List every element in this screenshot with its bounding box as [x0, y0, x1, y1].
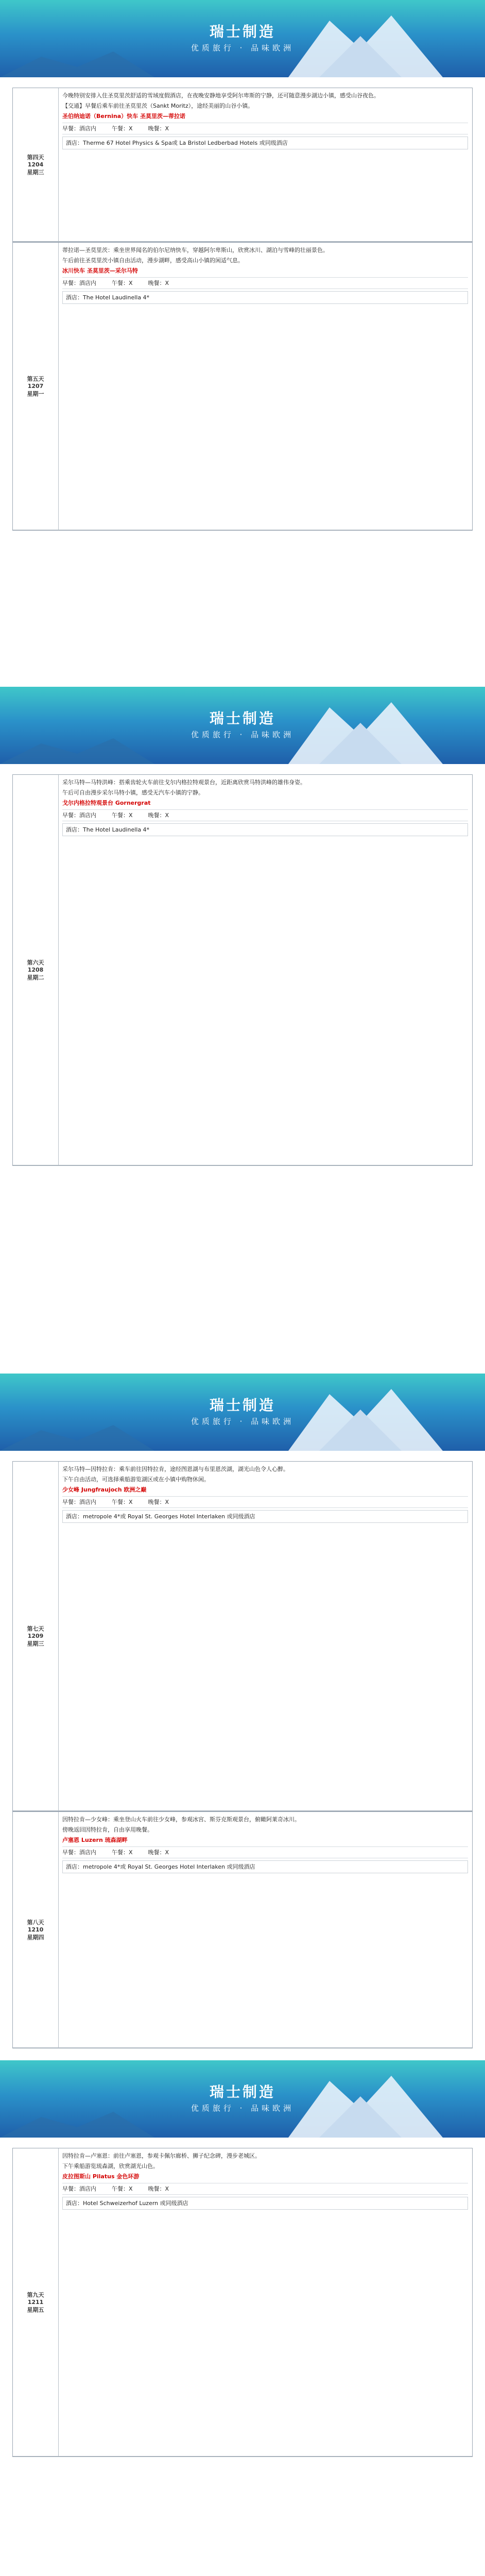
itinerary-table	[12, 242, 473, 531]
meal-bar	[62, 123, 468, 134]
day-label	[13, 2148, 59, 2456]
day-content	[62, 2151, 468, 2212]
day-content	[62, 246, 468, 306]
page-1	[0, 0, 485, 687]
banner-subtitle: 优质旅行 · 品味欧洲	[190, 730, 295, 739]
page-4	[0, 2060, 485, 2576]
page-banner	[0, 2060, 485, 2138]
meal-item: 午餐：X	[112, 812, 133, 819]
day-paragraph: 午后前往圣莫里茨小镇自由活动，漫步湖畔，感受高山小镇的闲适气息。	[62, 257, 244, 264]
meal-item: 晚餐：X	[148, 1849, 169, 1856]
day-row	[13, 88, 472, 242]
meal-item: 午餐：X	[112, 2185, 133, 2192]
day-label-line: 1211	[27, 2299, 44, 2306]
itinerary-table	[12, 774, 473, 1166]
day-label-line: 星期三	[27, 1640, 44, 1647]
day-row	[13, 2148, 472, 2456]
day-paragraph: 【交通】早餐后乘车前往圣莫里茨（Sankt Moritz），途经美丽的山谷小镇。	[62, 103, 254, 109]
meal-item: 午餐：X	[112, 280, 133, 286]
day-paragraph: 采尔马特—马特洪峰：搭乘齿轮火车前往戈尔内格拉特观景台，近距离欣赏马特洪峰的雄伟身姿。	[62, 779, 306, 786]
day-highlight: 卢塞恩 Luzern 琉森湖畔	[62, 1837, 128, 1843]
day-label	[13, 243, 59, 530]
banner-title: 瑞士制造	[209, 2083, 275, 2100]
meal-item: 早餐：酒店内	[62, 812, 96, 819]
day-row	[13, 1462, 472, 1811]
banner-subtitle: 优质旅行 · 品味欧洲	[190, 2104, 295, 2113]
day-label	[13, 1462, 59, 1810]
banner-title: 瑞士制造	[209, 1397, 275, 1414]
day-content	[62, 91, 468, 151]
day-paragraph: 因特拉肯—卢塞恩：前往卢塞恩，参观卡佩尔廊桥、狮子纪念碑，漫步老城区。	[62, 2153, 261, 2159]
day-label	[13, 775, 59, 1165]
day-label-line: 星期一	[27, 391, 44, 397]
day-label-line: 1210	[27, 1926, 44, 1933]
day-row	[13, 1812, 472, 2048]
meal-bar	[62, 1846, 468, 1858]
day-label-line: 第七天	[27, 1625, 44, 1632]
day-label-line: 第九天	[27, 2292, 44, 2298]
meal-item: 早餐：酒店内	[62, 1849, 96, 1856]
day-label-line: 1208	[27, 967, 44, 973]
day-label-line: 第六天	[27, 959, 44, 966]
page-banner	[0, 0, 485, 77]
day-label-line: 星期二	[27, 974, 44, 981]
day-label-line: 第四天	[27, 154, 44, 161]
meal-bar	[62, 809, 468, 821]
day-label	[13, 1812, 59, 2047]
itinerary-table	[12, 88, 473, 242]
day-label-line: 星期四	[27, 1934, 44, 1941]
hotel-info: 酒店：Hotel Schweizerhof Luzern 或同级酒店	[62, 2197, 468, 2210]
page-banner	[0, 1374, 485, 1451]
page-banner	[0, 687, 485, 764]
day-row	[13, 243, 472, 530]
day-label-line: 第八天	[27, 1919, 44, 1926]
day-highlight: 少女峰 Jungfraujoch 欧洲之巅	[62, 1486, 147, 1493]
page-3	[0, 1374, 485, 2060]
day-highlight: 冰川快车 圣莫里茨—采尔马特	[62, 267, 138, 274]
meal-bar	[62, 1496, 468, 1508]
day-content	[62, 1465, 468, 1525]
meal-item: 晚餐：X	[148, 2185, 169, 2192]
itinerary-table	[12, 2148, 473, 2457]
day-label-line: 1209	[27, 1633, 44, 1639]
meal-item: 早餐：酒店内	[62, 1499, 96, 1505]
hotel-info: 酒店：Therme 67 Hotel Physics & Spa或 La Bristol Ledberbad Hotels 或同级酒店	[62, 137, 468, 149]
day-row	[13, 775, 472, 1165]
day-paragraph: 傍晚返回因特拉肯，自由享用晚餐。	[62, 1826, 153, 1833]
meal-item: 午餐：X	[112, 1849, 133, 1856]
itinerary-table	[12, 1461, 473, 1811]
day-paragraph: 因特拉肯—少女峰：乘坐登山火车前往少女峰，参观冰宫、斯芬克斯观景台，俯瞰阿莱奇冰川。	[62, 1816, 300, 1823]
banner-title: 瑞士制造	[209, 23, 275, 40]
day-label-line: 星期五	[27, 2307, 44, 2313]
day-paragraph: 今晚特别安排入住圣莫里茨舒适的雪域度假酒店，在夜晚安静地享受阿尔卑斯的宁静，还可随意漫步湖边小镇，感受山谷夜色。	[62, 92, 379, 99]
hotel-info: 酒店：metropole 4*或 Royal St. Georges Hotel Interlaken 或同级酒店	[62, 1510, 468, 1523]
meal-item: 晚餐：X	[148, 280, 169, 286]
day-label-line: 1204	[27, 161, 44, 168]
day-highlight: 皮拉图斯山 Pilatus 金色环游	[62, 2173, 140, 2180]
hotel-info: 酒店：metropole 4*或 Royal St. Georges Hotel Interlaken 或同级酒店	[62, 1860, 468, 1873]
hotel-info: 酒店：The Hotel Laudinella 4*	[62, 291, 468, 304]
banner-title: 瑞士制造	[209, 710, 275, 727]
itinerary-table	[12, 1811, 473, 2048]
day-label-line: 第五天	[27, 376, 44, 382]
day-content	[62, 1815, 468, 1875]
meal-item: 午餐：X	[112, 125, 133, 132]
day-paragraph: 下午乘船游览琉森湖，欣赏湖光山色。	[62, 2163, 159, 2170]
day-paragraph: 午后可自由漫步采尔马特小镇，感受无汽车小镇的宁静。	[62, 789, 204, 796]
day-paragraph: 采尔马特—因特拉肯：乘车前往因特拉肯，途经图恩湖与布里恩茨湖，湖光山色令人心醉。	[62, 1466, 289, 1472]
meal-item: 晚餐：X	[148, 1499, 169, 1505]
meal-bar	[62, 2183, 468, 2195]
day-label	[13, 88, 59, 241]
banner-subtitle: 优质旅行 · 品味欧洲	[190, 1417, 295, 1426]
meal-bar	[62, 277, 468, 289]
day-label-line: 星期三	[27, 169, 44, 176]
meal-item: 晚餐：X	[148, 812, 169, 819]
day-content	[62, 778, 468, 838]
day-paragraph: 蒂拉诺—圣莫里茨：乘坐世界闻名的伯尔尼纳快车，穿越阿尔卑斯山，欣赏冰川、湖泊与雪峰的壮丽景色。	[62, 247, 328, 253]
page-2	[0, 687, 485, 1374]
meal-item: 午餐：X	[112, 1499, 133, 1505]
hotel-info: 酒店：The Hotel Laudinella 4*	[62, 823, 468, 836]
day-highlight: 戈尔内格拉特观景台 Gornergrat	[62, 800, 151, 806]
day-highlight: 圣伯纳迪诺（Bernina）快车 圣莫里茨—蒂拉诺	[62, 113, 185, 120]
day-label-line: 1207	[27, 383, 44, 389]
meal-item: 早餐：酒店内	[62, 2185, 96, 2192]
meal-item: 晚餐：X	[148, 125, 169, 132]
meal-item: 早餐：酒店内	[62, 125, 96, 132]
meal-item: 早餐：酒店内	[62, 280, 96, 286]
day-paragraph: 下午自由活动，可选择乘船游览湖区或在小镇中购物休闲。	[62, 1476, 210, 1483]
banner-subtitle: 优质旅行 · 品味欧洲	[190, 43, 295, 53]
